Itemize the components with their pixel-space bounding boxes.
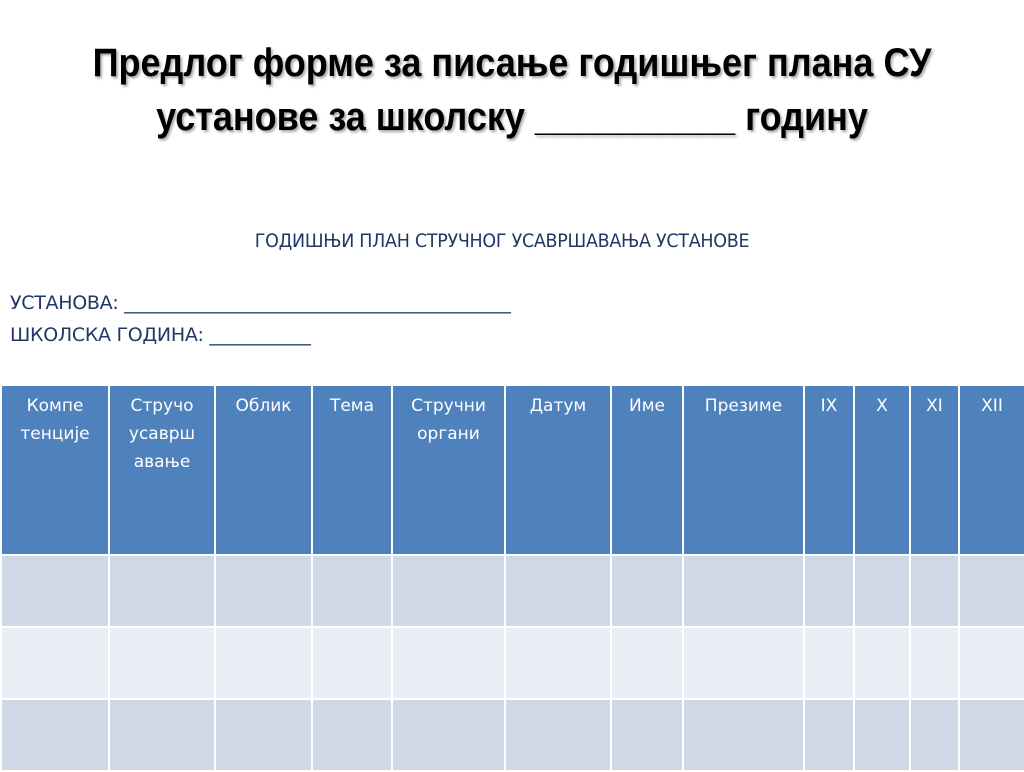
table-cell[interactable]: [109, 627, 215, 699]
table-cell[interactable]: [611, 555, 683, 627]
slide-title-line-1: Предлог форме за писање годишњег плана СУ: [92, 41, 932, 85]
header-month-xii: XII: [959, 385, 1024, 555]
table-cell[interactable]: [683, 627, 804, 699]
table-cell[interactable]: [611, 699, 683, 771]
table-cell[interactable]: [1, 699, 109, 771]
header-topic: Тема: [312, 385, 392, 555]
header-last-name: Презиме: [683, 385, 804, 555]
slide-title: [51, 36, 973, 144]
header-month-ix: IX: [804, 385, 854, 555]
table-cell[interactable]: [505, 627, 611, 699]
table-cell[interactable]: [505, 555, 611, 627]
plan-subtitle: ГОДИШЊИ ПЛАН СТРУЧНОГ УСАВРШАВАЊА УСТАНОВЕ: [254, 230, 750, 252]
table-cell[interactable]: [683, 699, 804, 771]
table-cell[interactable]: [312, 627, 392, 699]
table-cell[interactable]: [109, 699, 215, 771]
table-row: [1, 627, 1024, 699]
header-professional-development: Стручо усаврш авање: [109, 385, 215, 555]
table-cell[interactable]: [215, 555, 312, 627]
table-cell[interactable]: [804, 555, 854, 627]
header-form: Облик: [215, 385, 312, 555]
table-cell[interactable]: [215, 699, 312, 771]
school-year-field: ШКОЛСКА ГОДИНА: ___________: [10, 324, 311, 346]
table-cell[interactable]: [312, 555, 392, 627]
table-cell[interactable]: [109, 555, 215, 627]
table-cell[interactable]: [392, 699, 505, 771]
table-cell[interactable]: [804, 627, 854, 699]
header-competencies: Компе тенције: [1, 385, 109, 555]
table-cell[interactable]: [910, 699, 959, 771]
table-cell[interactable]: [959, 555, 1024, 627]
table-cell[interactable]: [312, 699, 392, 771]
header-date: Датум: [505, 385, 611, 555]
table-cell[interactable]: [854, 699, 910, 771]
table-cell[interactable]: [959, 627, 1024, 699]
header-first-name: Име: [611, 385, 683, 555]
table-cell[interactable]: [910, 555, 959, 627]
table-cell[interactable]: [683, 555, 804, 627]
table-cell[interactable]: [854, 555, 910, 627]
table-cell[interactable]: [910, 627, 959, 699]
table-header-row: [1, 385, 1024, 555]
table-cell[interactable]: [505, 699, 611, 771]
table-cell[interactable]: [1, 555, 109, 627]
table-cell[interactable]: [392, 555, 505, 627]
table-row: [1, 699, 1024, 771]
plan-table: [0, 384, 1024, 772]
table-cell[interactable]: [854, 627, 910, 699]
table-cell[interactable]: [804, 699, 854, 771]
table-cell[interactable]: [392, 627, 505, 699]
header-month-xi: XI: [910, 385, 959, 555]
table-cell[interactable]: [215, 627, 312, 699]
institution-field: УСТАНОВА: __________________________________________: [10, 292, 511, 314]
table-cell[interactable]: [959, 699, 1024, 771]
header-month-x: X: [854, 385, 910, 555]
table-row: [1, 555, 1024, 627]
table-cell[interactable]: [611, 627, 683, 699]
table-cell[interactable]: [1, 627, 109, 699]
slide-title-line-2: установе за школску __________ годину: [156, 95, 868, 139]
header-professional-bodies: Стручни органи: [392, 385, 505, 555]
